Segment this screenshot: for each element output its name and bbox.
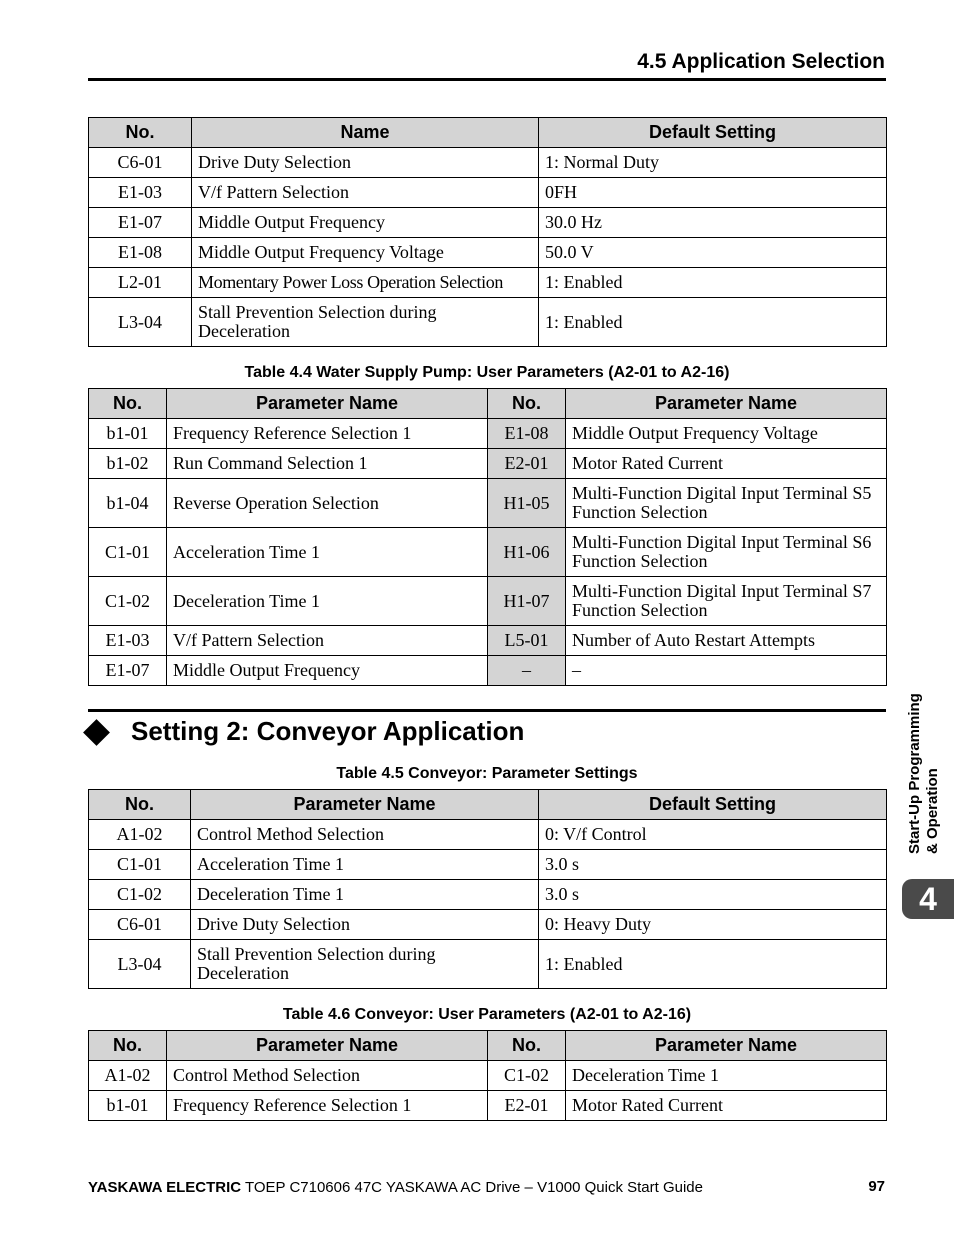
cell-name: Motor Rated Current [566, 449, 887, 479]
column-header-no: No. [488, 1031, 566, 1061]
cell-no: L3-04 [89, 298, 192, 347]
table-row [89, 148, 887, 178]
cell-no: C1-01 [89, 528, 167, 577]
cell-no: C1-02 [488, 1061, 566, 1091]
cell-no: H1-05 [488, 479, 566, 528]
page-number: 97 [868, 1178, 885, 1195]
side-label-line2: & Operation [924, 768, 941, 854]
cell-no: b1-01 [89, 419, 167, 449]
table-row [89, 449, 887, 479]
table-row [89, 850, 887, 880]
cell-name: Middle Output Frequency Voltage [192, 238, 539, 268]
footer-brand: YASKAWA ELECTRIC [88, 1179, 242, 1196]
cell-no: E1-08 [488, 419, 566, 449]
table-row [89, 178, 887, 208]
cell-no: C6-01 [89, 148, 192, 178]
cell-no: A1-02 [89, 1061, 167, 1091]
table-4-5 [88, 789, 887, 989]
column-header-no: No. [488, 389, 566, 419]
cell-name: Reverse Operation Selection [167, 479, 488, 528]
cell-value: 1: Normal Duty [539, 148, 887, 178]
table-row [89, 1091, 887, 1121]
cell-value: 1: Enabled [539, 268, 887, 298]
footer-doc-title: TOEP C710606 47C YASKAWA AC Drive – V1000 Quick Start Guide [241, 1179, 703, 1196]
table-row [89, 626, 887, 656]
cell-name: Multi-Function Digital Input Terminal S5 Function Selection [566, 479, 887, 528]
table-4-4 [88, 388, 887, 686]
cell-name: Drive Duty Selection [191, 910, 539, 940]
cell-no: A1-02 [89, 820, 191, 850]
section-title: Setting 2: Conveyor Application [131, 716, 525, 746]
cell-name: Stall Prevention Selection during Deceleration [191, 940, 539, 989]
page-header-title: 4.5 Application Selection [637, 50, 885, 73]
cell-no: C1-02 [89, 577, 167, 626]
cell-name: Acceleration Time 1 [191, 850, 539, 880]
cell-no: E1-07 [89, 208, 192, 238]
cell-value: 0FH [539, 178, 887, 208]
cell-no: L2-01 [89, 268, 192, 298]
side-label-line1: Start-Up Programming [906, 693, 923, 854]
cell-value: 0: Heavy Duty [539, 910, 887, 940]
cell-name: Control Method Selection [191, 820, 539, 850]
cell-no: C6-01 [89, 910, 191, 940]
column-header-parameter-name: Parameter Name [566, 389, 887, 419]
cell-value: 1: Enabled [539, 940, 887, 989]
column-header-parameter-name: Parameter Name [566, 1031, 887, 1061]
side-chapter-label [906, 654, 942, 854]
column-header-no: No. [89, 118, 192, 148]
cell-name: Stall Prevention Selection during Deceleration [192, 298, 539, 347]
column-header-no: No. [89, 1031, 167, 1061]
cell-no: L3-04 [89, 940, 191, 989]
cell-name: Middle Output Frequency [192, 208, 539, 238]
cell-no: b1-02 [89, 449, 167, 479]
table-row [89, 910, 887, 940]
cell-name: V/f Pattern Selection [192, 178, 539, 208]
cell-name: Multi-Function Digital Input Terminal S7 Function Selection [566, 577, 887, 626]
table-row [89, 820, 887, 850]
cell-no: b1-04 [89, 479, 167, 528]
cell-no: E1-08 [89, 238, 192, 268]
cell-name: Middle Output Frequency Voltage [566, 419, 887, 449]
cell-value: 30.0 Hz [539, 208, 887, 238]
cell-value: 1: Enabled [539, 298, 887, 347]
table-row [89, 268, 887, 298]
table-4-6 [88, 1030, 887, 1121]
cell-name: Frequency Reference Selection 1 [167, 1091, 488, 1121]
table-row [89, 479, 887, 528]
cell-no: L5-01 [488, 626, 566, 656]
cell-value: 50.0 V [539, 238, 887, 268]
table-row [89, 528, 887, 577]
cell-name: V/f Pattern Selection [167, 626, 488, 656]
cell-no: H1-06 [488, 528, 566, 577]
cell-name: Deceleration Time 1 [167, 577, 488, 626]
cell-name: Deceleration Time 1 [566, 1061, 887, 1091]
cell-value: 3.0 s [539, 850, 887, 880]
chapter-number-tab: 4 [902, 879, 954, 919]
cell-no: E1-03 [89, 626, 167, 656]
table-4-6-caption: Table 4.6 Conveyor: User Parameters (A2-01 to A2-16) [282, 1006, 692, 1023]
cell-name: Drive Duty Selection [192, 148, 539, 178]
table-4-5-caption: Table 4.5 Conveyor: Parameter Settings [336, 765, 638, 782]
table-row [89, 208, 887, 238]
table-row [89, 298, 887, 347]
table-row [89, 940, 887, 989]
table-row [89, 656, 887, 686]
table-row [89, 238, 887, 268]
column-header-default-setting: Default Setting [539, 118, 887, 148]
table-row [89, 419, 887, 449]
cell-no: E1-03 [89, 178, 192, 208]
cell-name: Deceleration Time 1 [191, 880, 539, 910]
cell-no: E2-01 [488, 1091, 566, 1121]
cell-name: Middle Output Frequency [167, 656, 488, 686]
column-header-no: No. [89, 790, 191, 820]
cell-name: Multi-Function Digital Input Terminal S6 Function Selection [566, 528, 887, 577]
column-header-parameter-name: Parameter Name [191, 790, 539, 820]
cell-no: C1-01 [89, 850, 191, 880]
cell-name: Run Command Selection 1 [167, 449, 488, 479]
cell-name: Number of Auto Restart Attempts [566, 626, 887, 656]
footer-document-info [88, 1179, 703, 1196]
table-top-parameter-settings [88, 117, 887, 347]
cell-no: – [488, 656, 566, 686]
column-header-name: Name [192, 118, 539, 148]
cell-no: E1-07 [89, 656, 167, 686]
cell-name: Acceleration Time 1 [167, 528, 488, 577]
cell-name: Control Method Selection [167, 1061, 488, 1091]
column-header-no: No. [89, 389, 167, 419]
cell-no: E2-01 [488, 449, 566, 479]
cell-no: b1-01 [89, 1091, 167, 1121]
cell-name: – [566, 656, 887, 686]
table-row [89, 577, 887, 626]
cell-no: H1-07 [488, 577, 566, 626]
header-rule [88, 78, 886, 81]
column-header-parameter-name: Parameter Name [167, 1031, 488, 1061]
section-rule [88, 709, 886, 712]
cell-value: 3.0 s [539, 880, 887, 910]
cell-name: Momentary Power Loss Operation Selection [192, 268, 539, 298]
table-row [89, 1061, 887, 1091]
diamond-bullet-icon [83, 719, 110, 746]
cell-name: Frequency Reference Selection 1 [167, 419, 488, 449]
table-row [89, 880, 887, 910]
cell-name: Motor Rated Current [566, 1091, 887, 1121]
column-header-default-setting: Default Setting [539, 790, 887, 820]
cell-no: C1-02 [89, 880, 191, 910]
cell-value: 0: V/f Control [539, 820, 887, 850]
table-4-4-caption: Table 4.4 Water Supply Pump: User Parameters (A2-01 to A2-16) [244, 364, 730, 381]
column-header-parameter-name: Parameter Name [167, 389, 488, 419]
